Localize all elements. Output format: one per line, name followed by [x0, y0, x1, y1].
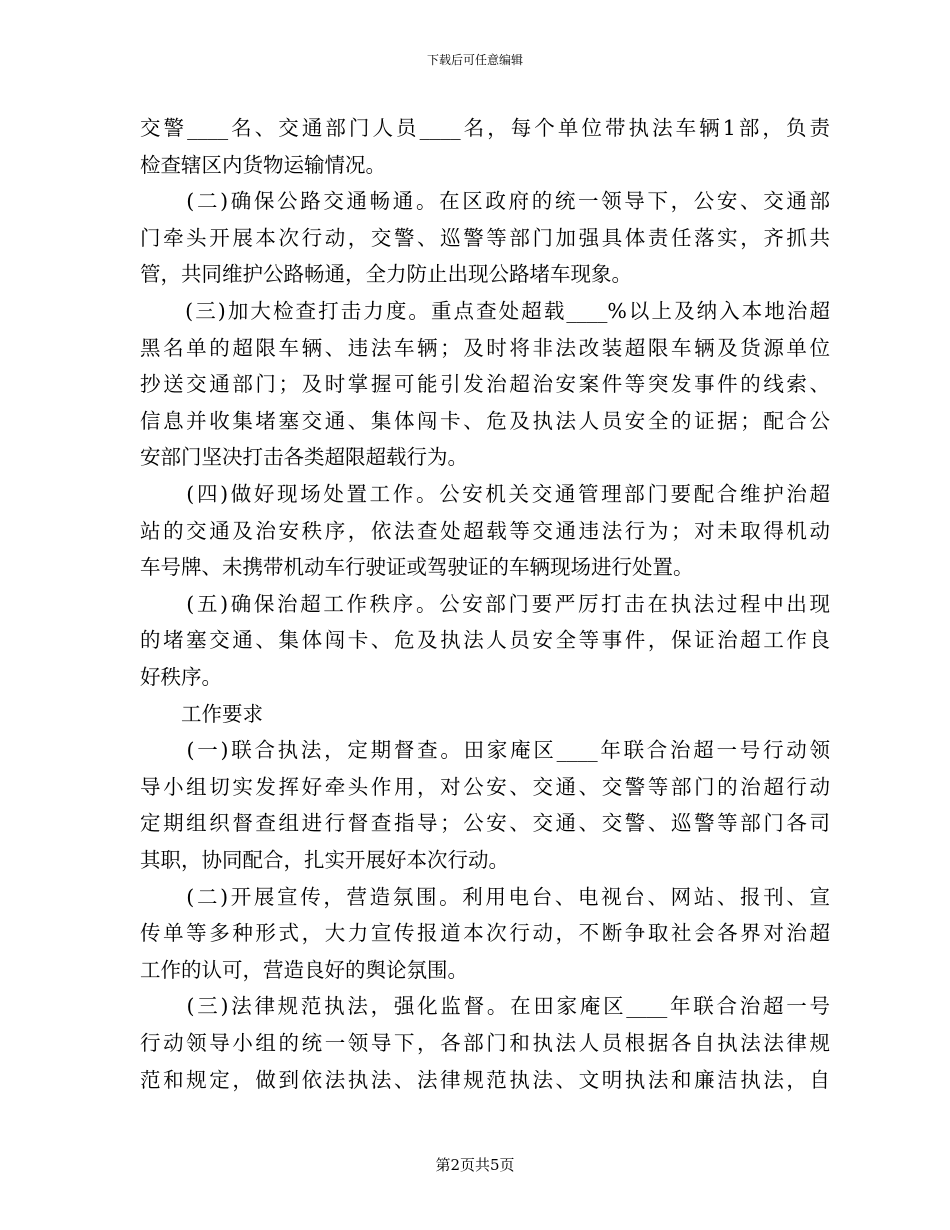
body-line: 抄送交通部门；及时掌握可能引发治超治安案件等突发事件的线索、 — [140, 372, 830, 397]
body-line: 其职，协同配合，扎实开展好本次行动。 — [140, 848, 509, 872]
body-line: (二)确保公路交通畅通。在区政府的统一领导下，公安、交通部 — [140, 189, 830, 214]
body-line: 信息并收集堵塞交通、集体闯卡、危及执法人员安全的证据；配合公 — [140, 408, 830, 433]
body-line: 范和规定，做到依法执法、法律规范执法、文明执法和廉洁执法，自 — [140, 1067, 830, 1092]
body-line: (四)做好现场处置工作。公安机关交通管理部门要配合维护治超 — [140, 482, 830, 506]
body-line: 工作的认可，营造良好的舆论氛围。 — [140, 957, 468, 982]
body-line: 的堵塞交通、集体闯卡、危及执法人员安全等事件，保证治超工作良 — [140, 628, 830, 653]
body-line: 行动领导小组的统一领导下，各部门和执法人员根据各自执法法律规 — [140, 1031, 830, 1055]
body-line: 工作要求 — [140, 701, 263, 726]
page-header: 下载后可任意编辑 — [426, 53, 523, 67]
body-line: 传单等多种形式，大力宣传报道本次行动，不断争取社会各界对治超 — [140, 921, 830, 946]
body-line: 车号牌、未携带机动车行驶证或驾驶证的车辆现场进行处置。 — [140, 555, 694, 580]
body-line: 门牵头开展本次行动，交警、巡警等部门加强具体责任落实，齐抓共 — [140, 225, 830, 250]
body-line: (三)法律规范执法，强化监督。在田家庵区____年联合治超一号 — [140, 994, 830, 1019]
body-line: (五)确保治超工作秩序。公安部门要严厉打击在执法过程中出现 — [140, 591, 830, 616]
body-line: 黑名单的超限车辆、违法车辆；及时将非法改装超限车辆及货源单位 — [140, 335, 830, 360]
body-line: 站的交通及治安秩序，依法查处超载等交通违法行为；对未取得机动 — [140, 518, 830, 543]
body-line: 安部门坚决打击各类超限超载行为。 — [140, 445, 468, 470]
body-line: 定期组织督查组进行督查指导；公安、交通、交警、巡警等部门各司 — [140, 811, 830, 836]
body-line: (三)加大检查打击力度。重点查处超载____%以上及纳入本地治超 — [140, 299, 830, 323]
body-line: (一)联合执法，定期督查。田家庵区____年联合治超一号行动领 — [140, 738, 830, 763]
body-line: 导小组切实发挥好牵头作用，对公安、交通、交警等部门的治超行动 — [140, 774, 830, 799]
body-line: 检查辖区内货物运输情况。 — [140, 152, 386, 177]
body-line: (二)开展宣传，营造氛围。利用电台、电视台、网站、报刊、宣 — [140, 884, 830, 909]
body-line: 交警____名、交通部门人员____名，每个单位带执法车辆1部，负责 — [140, 116, 830, 140]
body-line: 好秩序。 — [140, 665, 222, 689]
body-line: 管，共同维护公路畅通，全力防止出现公路堵车现象。 — [140, 262, 632, 287]
page-footer: 第2页共5页 — [435, 1156, 515, 1174]
